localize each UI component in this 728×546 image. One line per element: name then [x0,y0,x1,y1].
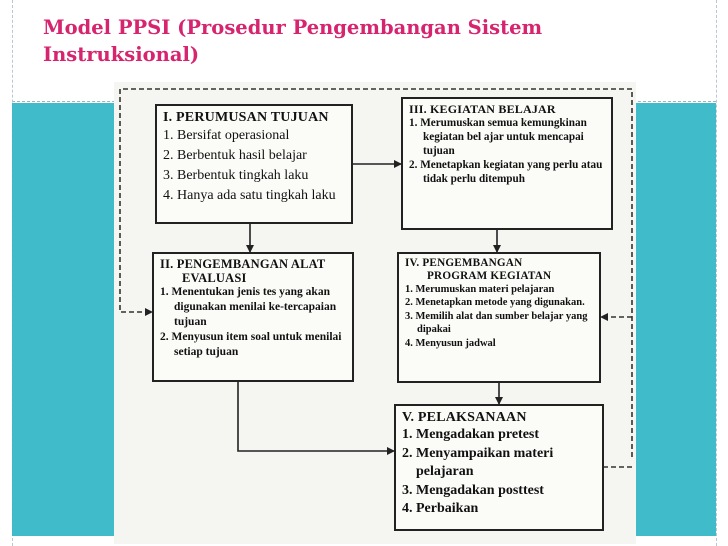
list-item: 3. Memilih alat dan sumber belajar yang dipakai [405,310,588,336]
box-item-list [409,116,606,186]
list-item: 1. Mengadakan pretest [402,427,540,442]
list-item: 2. Menetapkan kegiatan yang perlu atau tidak perlu ditempuh [409,159,603,185]
right-frame-line [716,0,717,546]
list-item: 2. Berbentuk hasil belajar [163,148,307,163]
box-pengembangan-program-kegiatan [397,252,601,383]
box-heading: I. PERUMUSAN TUJUAN [163,110,329,125]
list-item: 3. Berbentuk tingkah laku [163,168,309,183]
list-item: 2. Menetapkan metode yang digunakan. [405,297,585,309]
box-heading [160,257,347,285]
box-heading-line-1: IV. PENGEMBANGAN [405,257,523,269]
list-item: 3. Mengadakan posttest [402,482,544,498]
arrow-evaluasi-to-pelaksanaan [238,382,394,451]
box-item-list [163,126,346,206]
list-item: 4. Hanya ada satu tingkah laku [163,188,336,203]
right-accent-band [636,103,716,510]
box-item-list [160,285,347,360]
list-item: 1. Merumuskan materi pelajaran [405,284,555,295]
list-item: 1. Merumuskan semua kemungkinan kegiatan bel ajar untuk mencapai tujuan [409,117,587,157]
box-heading: V. PELAKSANAAN [402,410,527,425]
list-item: 1. Bersifat operasional [163,128,290,143]
box-pelaksanaan [394,404,604,531]
slide-title-line-1: Model PPSI (Prosedur Pengembangan Sistem [43,16,543,39]
box-item-list [402,426,597,519]
list-item: 4. Perbaikan [402,501,479,516]
box-heading [405,257,594,283]
left-accent-band [12,103,118,510]
box-item-list [405,283,594,350]
box-heading-line-1: II. PENGEMBANGAN ALAT [160,257,326,271]
box-pengembangan-alat-evaluasi [152,252,354,382]
list-item: 4. Menyusun jadwal [405,337,496,349]
slide-title-line-2: Instruksional) [43,43,200,66]
box-heading: III. KEGIATAN BELAJAR [409,102,556,116]
list-item: 1. Menentukan jenis tes yang akan digunakan menilai ke-tercapaian tujuan [160,286,337,328]
box-heading-line-2: EVALUASI [182,271,247,285]
list-item: 2. Menyusun item soal untuk menilai setiap tujuan [160,331,342,358]
box-heading-line-2: PROGRAM KEGIATAN [427,270,552,282]
list-item: 2. Menyampaikan materi pelajaran [402,445,554,479]
slide-title [43,14,663,68]
box-perumusan-tujuan [155,104,353,224]
box-kegiatan-belajar [401,97,613,230]
ppsi-diagram [114,82,636,544]
